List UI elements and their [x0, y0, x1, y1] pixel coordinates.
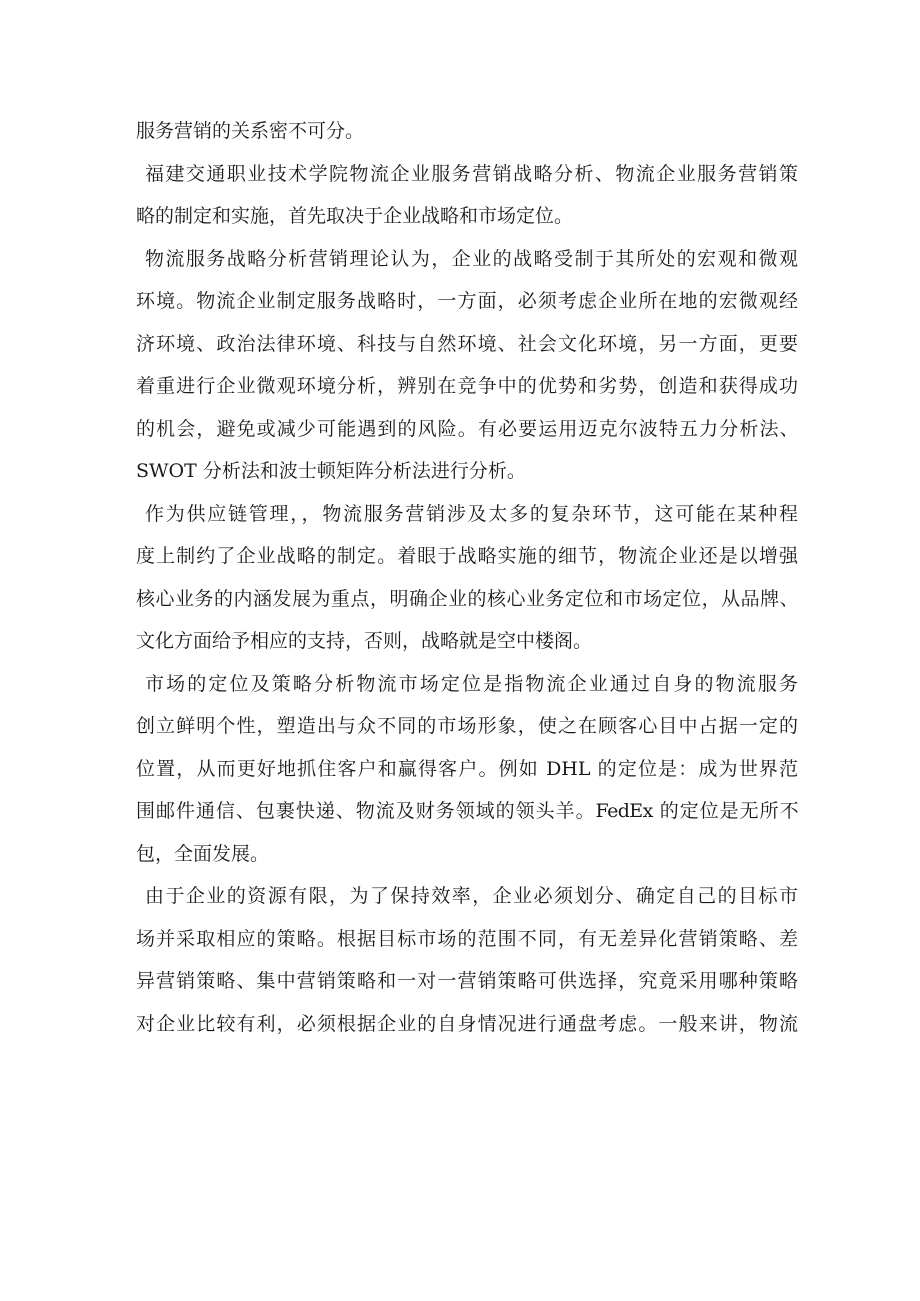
text-line: 市场的定位及策略分析物流市场定位是指物流企业通过自身的物流服务	[145, 672, 798, 695]
text-line: 位置，从而更好地抓住客户和赢得客户。例如 DHL 的定位是：成为世界范	[136, 757, 798, 780]
text-line: 场并采取相应的策略。根据目标市场的范围不同，有无差异化营销策略、差	[136, 927, 798, 950]
text-line: 作为供应链管理，，物流服务营销涉及太多的复杂环节，这可能在某种程	[145, 502, 798, 525]
text-line: 对企业比较有利，必须根据企业的自身情况进行通盘考虑。一般来讲，物流	[136, 1012, 798, 1035]
text-line: 度上制约了企业战略的制定。着眼于战略实施的细节，物流企业还是以增强	[136, 545, 798, 567]
text-line: 包，全面发展。	[136, 842, 270, 865]
text-line: 福建交通职业技术学院物流企业服务营销战略分析、物流企业服务营销策	[145, 162, 798, 185]
text-line: 环境。物流企业制定服务战略时，一方面，必须考虑企业所在地的宏微观经	[136, 290, 798, 312]
text-line: 物流服务战略分析营销理论认为，企业的战略受制于其所处的宏观和微观	[145, 247, 798, 270]
text-line: 着重进行企业微观环境分析，辨别在竞争中的优势和劣势，创造和获得成功	[136, 375, 798, 397]
text-line: 略的制定和实施，首先取决于企业战略和市场定位。	[136, 205, 574, 227]
text-line: 服务营销的关系密不可分。	[136, 120, 365, 142]
text-line: 核心业务的内涵发展为重点，明确企业的核心业务定位和市场定位，从品牌、	[136, 587, 798, 610]
text-line: 创立鲜明个性，塑造出与众不同的市场形象，使之在顾客心目中占据一定的	[136, 715, 798, 737]
text-line: 济环境、政治法律环境、科技与自然环境、社会文化环境，另一方面，更要	[136, 332, 798, 355]
text-line: 异营销策略、集中营销策略和一对一营销策略可供选择，究竟采用哪种策略	[136, 970, 798, 992]
text-line: 文化方面给予相应的支持，否则，战略就是空中楼阁。	[136, 630, 593, 652]
text-line: 围邮件通信、包裹快递、物流及财务领域的领头羊。FedEx 的定位是无所不	[136, 800, 798, 822]
text-line: 由于企业的资源有限，为了保持效率，企业必须划分、确定自己的目标市	[145, 885, 798, 907]
text-line: SWOT 分析法和波士顿矩阵分析法进行分析。	[136, 460, 526, 482]
text-line: 的机会，避免或减少可能遇到的风险。有必要运用迈克尔波特五力分析法、	[136, 417, 798, 440]
body-text	[136, 110, 798, 1045]
